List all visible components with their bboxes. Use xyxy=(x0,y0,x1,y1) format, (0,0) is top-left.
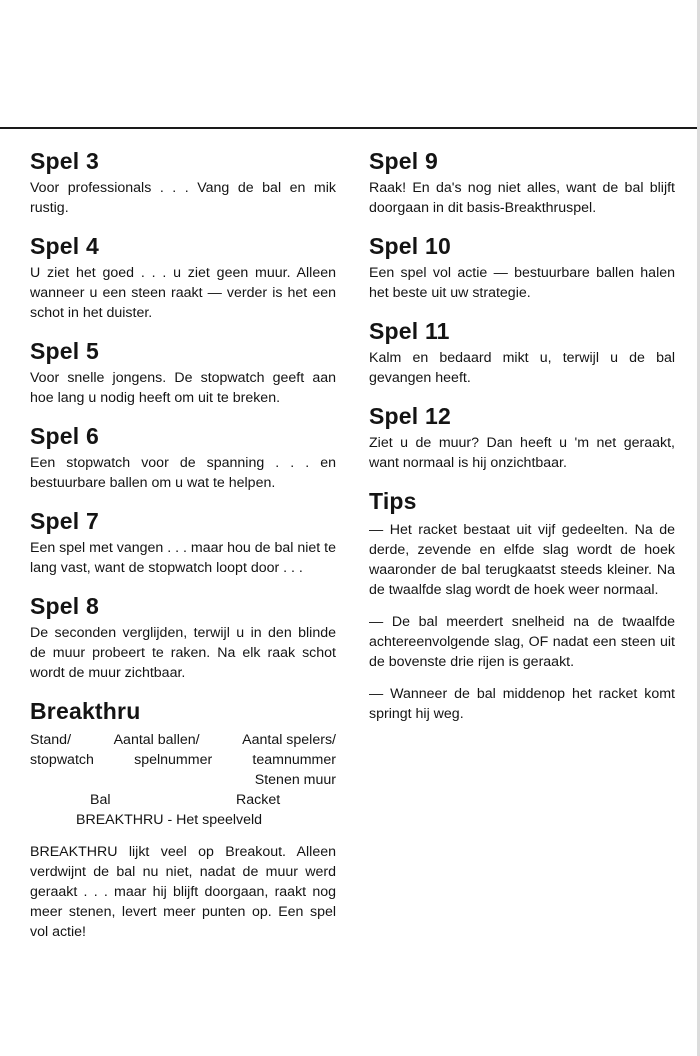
section-title: Spel 12 xyxy=(369,403,451,429)
section-text: Voor professionals . . . Vang de bal en mik rustig. xyxy=(30,180,336,216)
legend-label: Bal xyxy=(90,792,111,808)
section-spel-10 xyxy=(369,231,675,303)
tip-text: — Het racket bestaat uit vijf gedeelten. Na de derde, zevende en elfde slag wordt de hoek waaronder de bal terugkaatst steeds kleiner. Na de twaalfde slag wordt de hoek weer normaal. xyxy=(369,522,675,598)
section-spel-4 xyxy=(30,231,336,323)
section-spel-5 xyxy=(30,336,336,408)
section-title: Spel 3 xyxy=(30,148,99,174)
spacer xyxy=(30,830,336,840)
section-title: Breakthru xyxy=(30,698,141,724)
section-text: De seconden verglijden, terwijl u in den blinde de muur probeert te raken. Na elk raak schot wordt de muur zichtbaar. xyxy=(30,625,336,681)
tip-text: — Wanneer de bal middenop het racket komt springt hij weg. xyxy=(369,686,675,722)
section-text: Een stopwatch voor de spanning . . . en bestuurbare ballen om u wat te helpen. xyxy=(30,455,336,491)
section-title: Spel 8 xyxy=(30,593,99,619)
top-divider-line xyxy=(0,127,700,129)
section-text: Een spel met vangen . . . maar hou de bal niet te lang vast, want de stopwatch loopt door . . . xyxy=(30,540,337,576)
legend-row xyxy=(30,750,336,770)
section-title: Spel 5 xyxy=(30,338,99,364)
section-spel-6 xyxy=(30,421,336,493)
section-title: Spel 4 xyxy=(30,233,99,259)
tip-item xyxy=(369,612,675,672)
section-text: U ziet het goed . . . u ziet geen muur. Alleen wanneer u een steen raakt — verder is het een schot in het duister. xyxy=(30,265,336,321)
section-title: Spel 6 xyxy=(30,423,99,449)
legend-label: Stenen muur xyxy=(254,772,336,788)
legend-label: Stand/ xyxy=(30,732,72,748)
section-title: Spel 11 xyxy=(369,318,450,344)
section-text: Voor snelle jongens. De stopwatch geeft aan hoe lang u nodig heeft om uit te breken. xyxy=(30,370,336,406)
section-title: Tips xyxy=(369,488,417,514)
tip-item xyxy=(369,684,675,724)
legend-label: Aantal ballen/ xyxy=(113,732,200,748)
legend-row xyxy=(30,730,336,750)
tip-item xyxy=(369,520,675,600)
section-text: Ziet u de muur? Dan heeft u 'm net geraakt, want normaal is hij onzichtbaar. xyxy=(369,435,675,471)
legend-label: Racket xyxy=(236,792,281,808)
legend-label: stopwatch xyxy=(30,752,94,768)
section-title: Spel 7 xyxy=(30,508,99,534)
section-spel-8 xyxy=(30,591,336,683)
legend-caption: BREAKTHRU - Het speelveld xyxy=(76,812,263,828)
playfield-legend xyxy=(30,730,336,830)
section-text: Kalm en bedaard mikt u, terwijl u de bal gevangen heeft. xyxy=(369,350,675,386)
legend-label: teamnummer xyxy=(252,752,336,768)
tip-text: — De bal meerdert snelheid na de twaalfde achtereenvolgende slag, OF nadat een steen uit de bovenste drie rijen is geraakt. xyxy=(369,614,675,670)
section-spel-9 xyxy=(369,146,675,218)
section-text: BREAKTHRU lijkt veel op Breakout. Alleen verdwijnt de bal nu niet, nadat de muur werd geraakt . . . maar hij blijft doorgaan, raakt nog meer stenen, levert meer punten op. Een spel vol actie! xyxy=(30,844,336,940)
section-tips xyxy=(369,486,675,724)
legend-row xyxy=(30,770,336,790)
section-spel-3 xyxy=(30,146,336,218)
legend-row xyxy=(30,790,336,810)
section-title: Spel 9 xyxy=(369,148,438,174)
section-title: Spel 10 xyxy=(369,233,451,259)
right-column xyxy=(369,146,675,737)
left-column xyxy=(30,146,336,955)
section-text: Raak! En da's nog niet alles, want de bal blijft doorgaan in dit basis-Breakthruspel. xyxy=(369,180,675,216)
section-spel-7 xyxy=(30,506,336,578)
legend-label: spelnummer xyxy=(134,752,213,768)
section-spel-12 xyxy=(369,401,675,473)
section-breakthru xyxy=(30,696,336,942)
tips-list xyxy=(369,520,675,724)
section-spel-11 xyxy=(369,316,675,388)
legend-row xyxy=(30,810,336,830)
legend-label: Aantal spelers/ xyxy=(242,732,336,748)
section-text: Een spel vol actie — bestuurbare ballen halen het beste uit uw strategie. xyxy=(369,265,675,301)
